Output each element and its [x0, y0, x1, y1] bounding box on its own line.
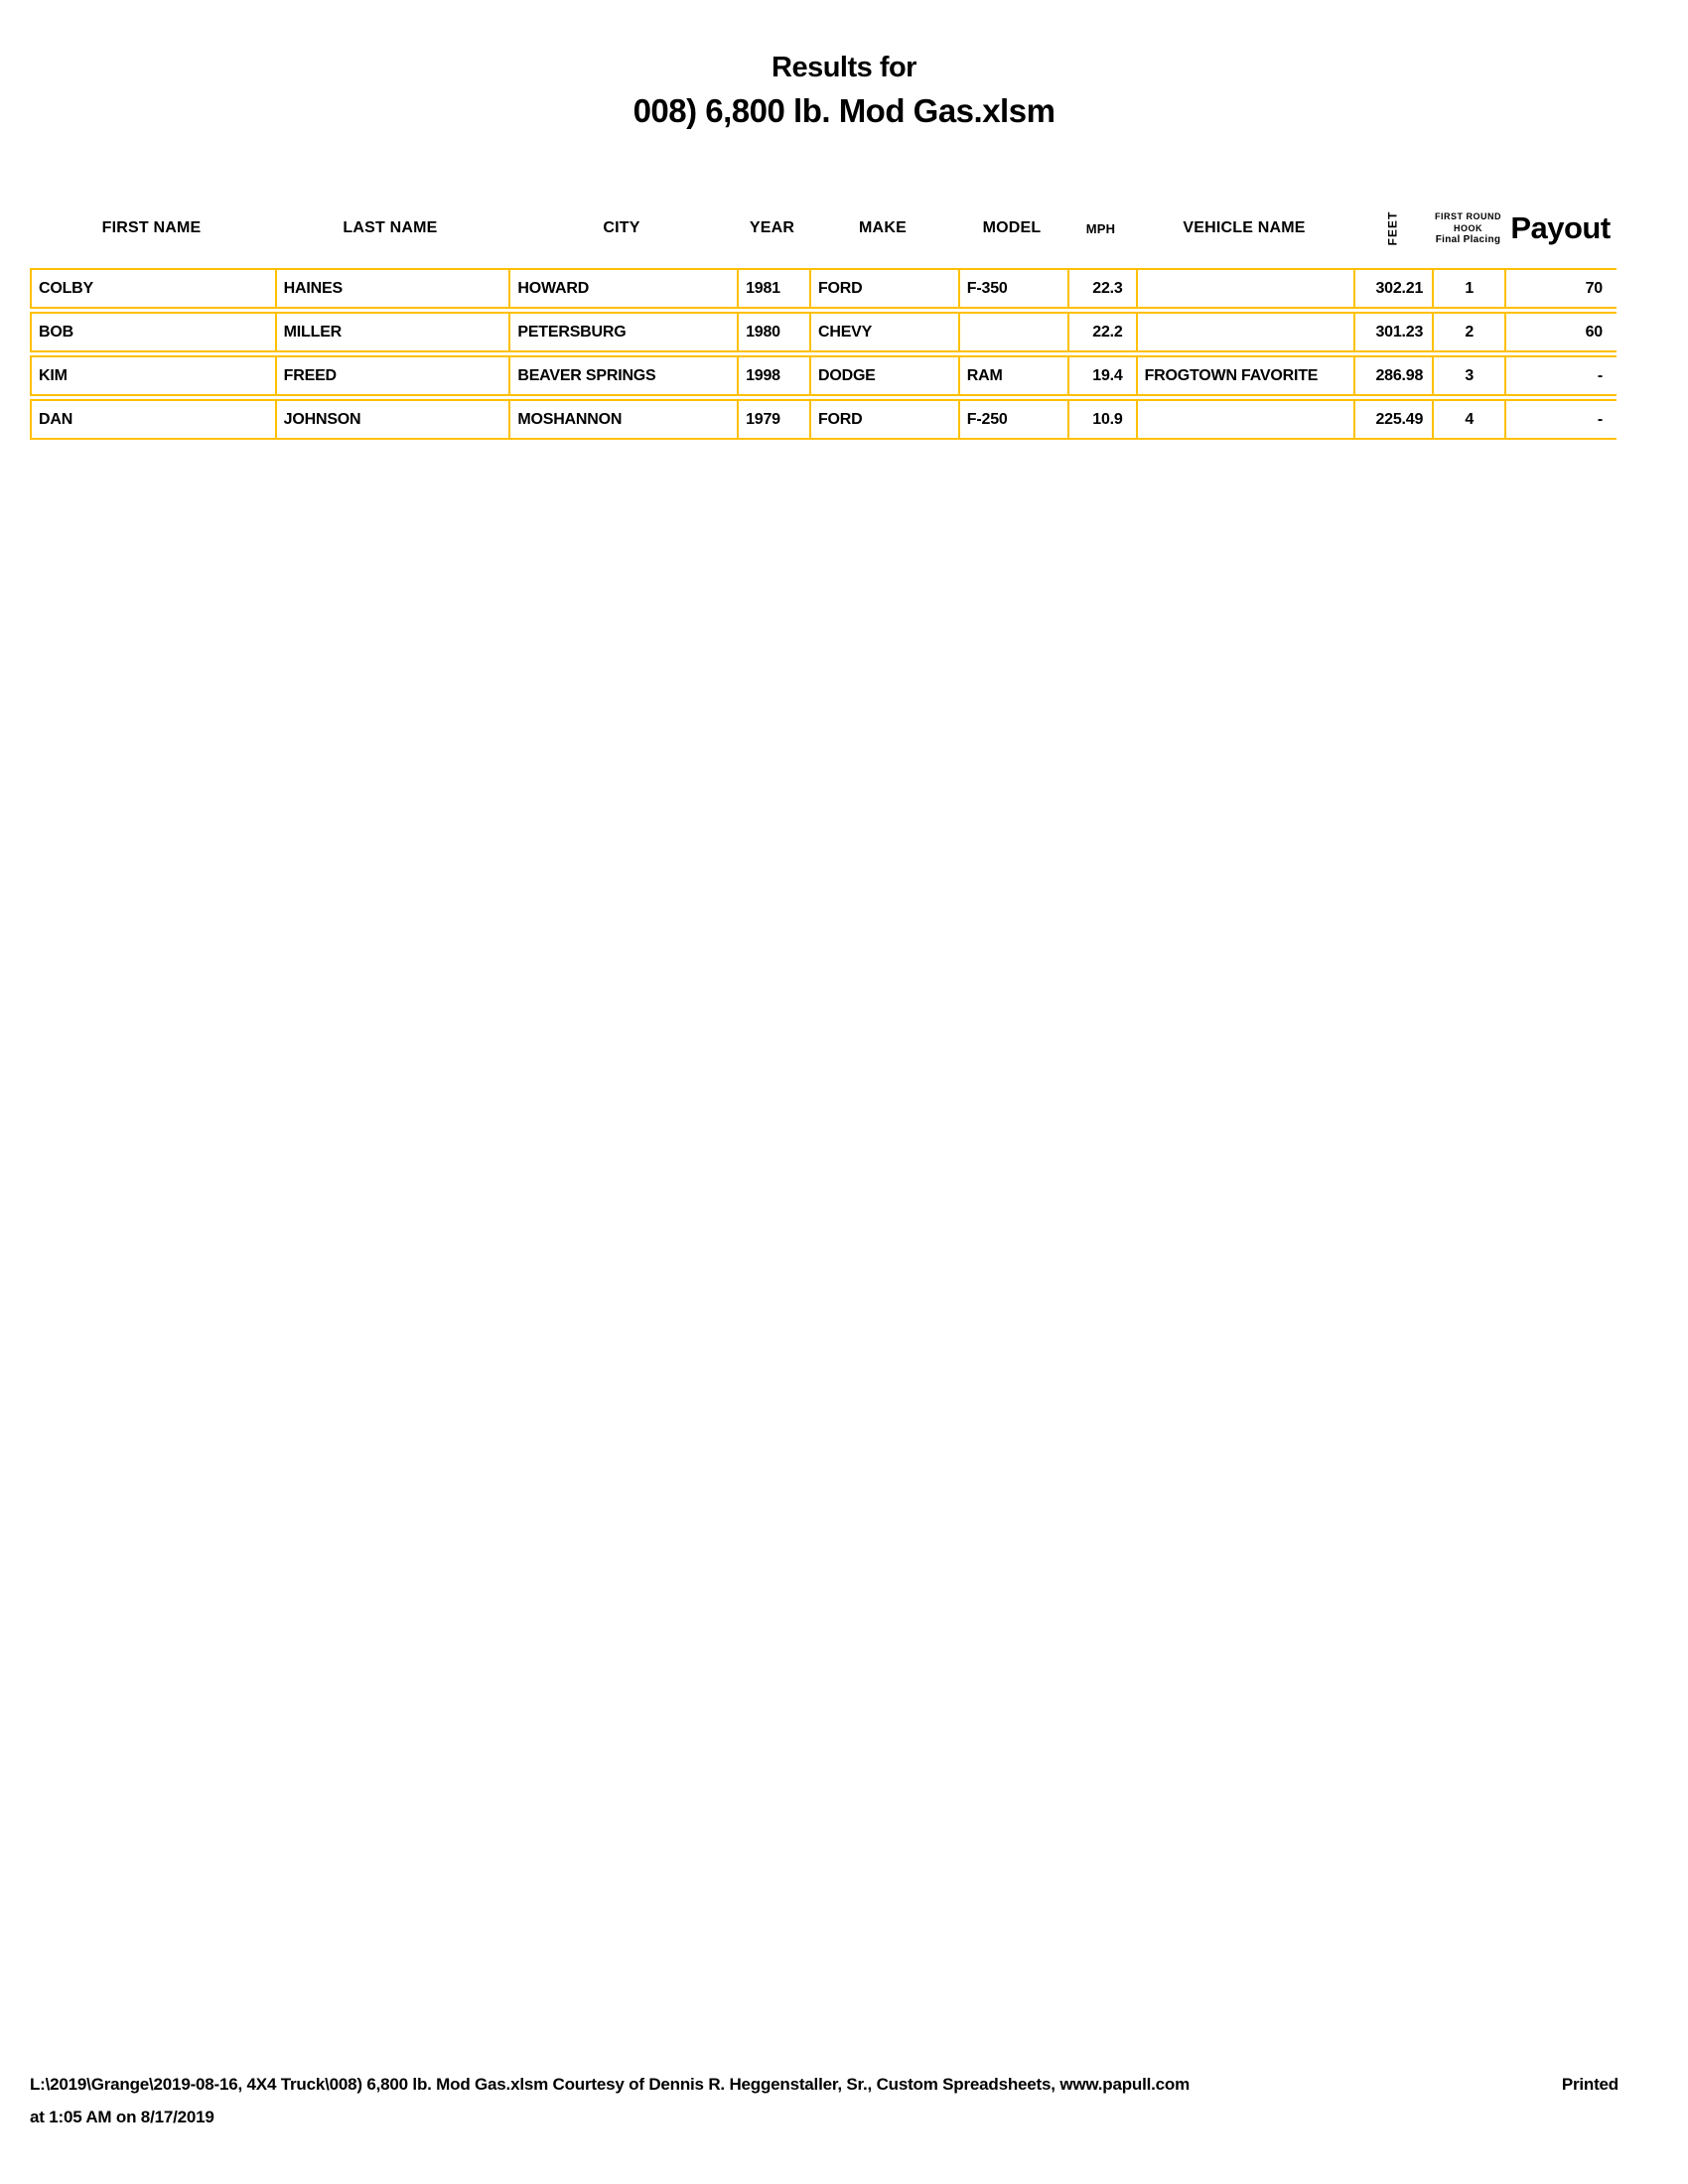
header-city: CITY — [603, 219, 640, 236]
cell-placing: 3 — [1432, 357, 1504, 394]
footer-line1 — [30, 2068, 1618, 2101]
cell-last-name: FREED — [275, 357, 509, 394]
cell-payout: 70 — [1504, 270, 1617, 307]
cell-first-name: BOB — [39, 323, 73, 341]
report-title-block — [0, 0, 1688, 130]
footer-file-path-and-credit: L:\2019\Grange\2019-08-16, 4X4 Truck\008) 6,800 lb. Mod Gas.xlsm Courtesy of Dennis R. Heggenstaller, Sr., Custom Spreadsheets, www.papull.com — [30, 2075, 1191, 2094]
cell-first-name: KIM — [39, 366, 68, 384]
page-footer — [30, 2068, 1618, 2133]
table-row — [30, 399, 1617, 440]
table-row — [30, 355, 1617, 396]
cell-city: HOWARD — [508, 270, 737, 307]
cell-placing: 2 — [1432, 314, 1504, 350]
cell-make: FORD — [809, 401, 958, 438]
cell-vehicle-name: FROGTOWN FAVORITE — [1136, 357, 1354, 394]
footer-line2: at 1:05 AM on 8/17/2019 — [30, 2108, 214, 2126]
cell-city: MOSHANNON — [508, 401, 737, 438]
footer-printed-label: Printed — [1561, 2075, 1618, 2094]
cell-feet: 286.98 — [1353, 357, 1432, 394]
header-feet — [1353, 210, 1432, 246]
cell-mph: 22.2 — [1067, 314, 1136, 350]
cell-make: FORD — [809, 270, 958, 307]
table-row — [30, 312, 1617, 352]
cell-vehicle-name — [1136, 314, 1354, 350]
cell-year: 1998 — [737, 357, 809, 394]
cell-feet: 225.49 — [1353, 401, 1432, 438]
header-mph: MPH — [1085, 220, 1116, 236]
cell-payout: - — [1504, 401, 1617, 438]
cell-mph: 19.4 — [1067, 357, 1136, 394]
header-vehicle-name: VEHICLE NAME — [1183, 219, 1306, 236]
cell-model: F-350 — [958, 270, 1067, 307]
header-feet-rotated-label: FEET — [1385, 210, 1400, 246]
header-model: MODEL — [982, 219, 1042, 236]
cell-year: 1981 — [737, 270, 809, 307]
cell-vehicle-name — [1136, 270, 1354, 307]
cell-last-name: MILLER — [275, 314, 509, 350]
cell-last-name: JOHNSON — [275, 401, 509, 438]
cell-placing: 4 — [1432, 401, 1504, 438]
results-table — [30, 189, 1617, 443]
cell-placing: 1 — [1432, 270, 1504, 307]
cell-mph: 22.3 — [1067, 270, 1136, 307]
cell-make: CHEVY — [809, 314, 958, 350]
cell-city: PETERSBURG — [508, 314, 737, 350]
header-first-name: FIRST NAME — [101, 219, 202, 236]
cell-model: RAM — [958, 357, 1067, 394]
cell-feet: 302.21 — [1353, 270, 1432, 307]
report-title-line1: Results for — [772, 52, 916, 83]
cell-first-name: COLBY — [39, 279, 94, 297]
header-hook-line3: Final Placing — [1435, 234, 1501, 245]
header-hook-line2: HOOK — [1454, 223, 1482, 233]
header-hook-line1: FIRST ROUND — [1435, 211, 1501, 221]
cell-payout: - — [1504, 357, 1617, 394]
cell-model: F-250 — [958, 401, 1067, 438]
cell-make: DODGE — [809, 357, 958, 394]
cell-vehicle-name — [1136, 401, 1354, 438]
cell-year: 1979 — [737, 401, 809, 438]
cell-model — [958, 314, 1067, 350]
cell-feet: 301.23 — [1353, 314, 1432, 350]
header-first-round-hook — [1432, 210, 1504, 246]
table-row — [30, 268, 1617, 309]
header-make: MAKE — [859, 219, 907, 236]
table-header-row — [30, 189, 1617, 268]
header-last-name: LAST NAME — [343, 219, 438, 236]
report-title-line2: 008) 6,800 lb. Mod Gas.xlsm — [633, 92, 1055, 129]
cell-first-name: DAN — [39, 410, 73, 428]
cell-last-name: HAINES — [275, 270, 509, 307]
cell-city: BEAVER SPRINGS — [508, 357, 737, 394]
header-year: YEAR — [749, 219, 795, 236]
cell-mph: 10.9 — [1067, 401, 1136, 438]
cell-payout: 60 — [1504, 314, 1617, 350]
table-body — [30, 268, 1617, 440]
header-payout: Payout — [1510, 210, 1611, 245]
cell-year: 1980 — [737, 314, 809, 350]
